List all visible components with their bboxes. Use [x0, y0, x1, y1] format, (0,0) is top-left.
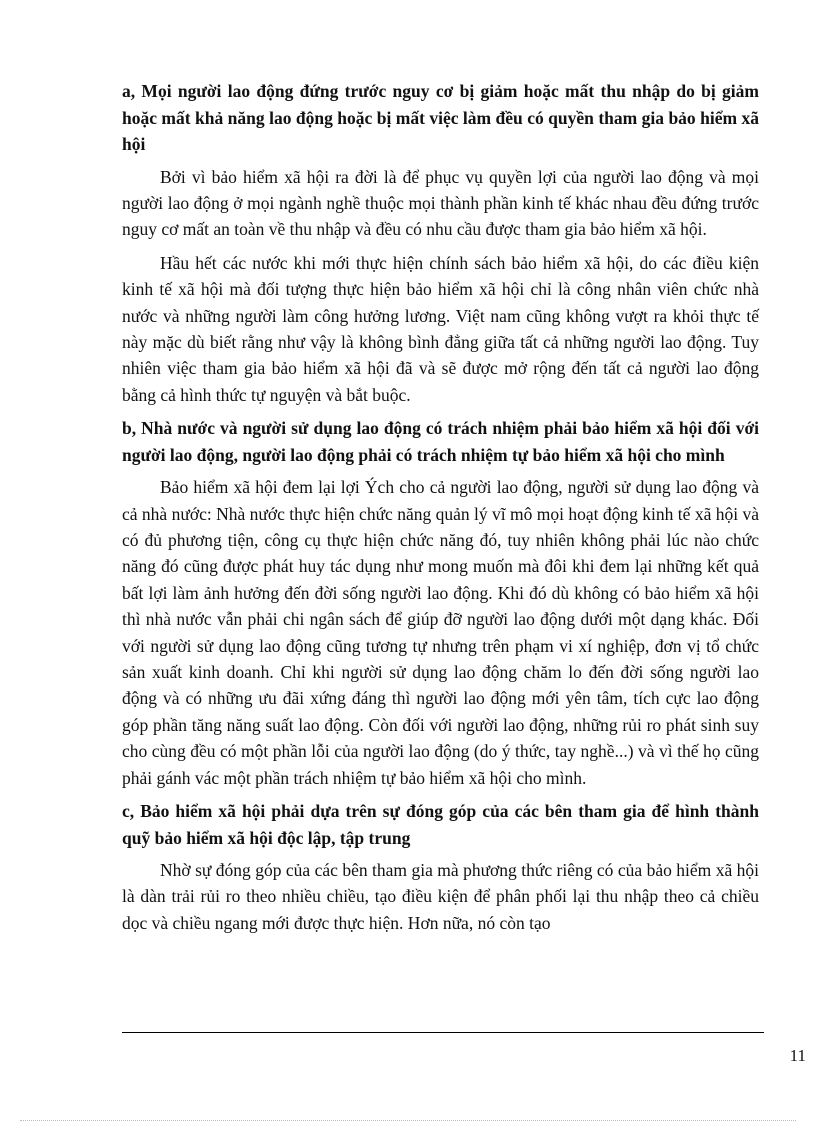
footer-rule	[122, 1032, 764, 1033]
section-heading: b, Nhà nước và người sử dụng lao động có trách nhiệm phải bảo hiểm xã hội đối với người lao động, người lao động phải có trách nhiệm tự bảo hiểm xã hội cho mình	[122, 418, 759, 465]
section-heading: c, Bảo hiểm xã hội phải dựa trên sự đóng góp của các bên tham gia để hình thành quỹ bảo hiểm xã hội độc lập, tập trung	[122, 801, 759, 848]
body-paragraph: Bảo hiểm xã hội đem lại lợi Ých cho cả người lao động, người sử dụng lao động và cả nhà nước: Nhà nước thực hiện chức năng quản lý vĩ mô mọi hoạt động kinh tế xã hội và có đủ phương tiện, công cụ thực hiện chức năng đó, tuy nhiên không phải lúc nào chức năng đó cũng được phát huy tác dụng như mong muốn mà đôi khi đem lại những kết quả bất lợi làm ảnh hưởng đến đời sống người lao động. Khi đó dù không có bảo hiểm xã hội thì nhà nước vẫn phải chi ngân sách để giúp đỡ người lao động dưới một dạng khác. Đối với người sử dụng lao động cũng tương tự nhưng trên phạm vi xí nghiệp, đơn vị tổ chức sản xuất kinh doanh. Chỉ khi người sử dụng lao động chăm lo đến đời sống người lao động và có những ưu đãi xứng đáng thì người lao động mới yên tâm, tích cực lao động góp phần tăng năng suất lao động. Còn đối với người lao động, những rủi ro phát sinh suy cho cùng đều có một phần lỗi của người lao động (do ý thức, tay nghề...) và vì thế họ cũng phải gánh vác một phần trách nhiệm tự bảo hiểm xã hội cho mình.	[122, 477, 759, 788]
document-body	[122, 78, 759, 943]
section-heading: a, Mọi người lao động đứng trước nguy cơ bị giảm hoặc mất thu nhập do bị giảm hoặc mất khả năng lao động hoặc bị mất việc làm đều có quyền tham gia bảo hiểm xã hội	[122, 81, 759, 154]
body-paragraph: Hầu hết các nước khi mới thực hiện chính sách bảo hiểm xã hội, do các điều kiện kinh tế xã hội mà đối tượng thực hiện bảo hiểm xã hội chỉ là công nhân viên chức nhà nước và những người làm công hưởng lương. Việt nam cũng không vượt ra khỏi thực tế này mặc dù biết rằng như vậy là không bình đẳng giữa tất cả những người lao động. Tuy nhiên việc tham gia bảo hiểm xã hội đã và sẽ được mở rộng đến tất cả người lao động bằng cả hình thức tự nguyện và bắt buộc.	[122, 252, 759, 405]
section-c	[122, 798, 759, 936]
section-a	[122, 78, 759, 408]
body-paragraph: Nhờ sự đóng góp của các bên tham gia mà phương thức riêng có của bảo hiểm xã hội là dàn trải rủi ro theo nhiều chiều, tạo điều kiện để phân phối lại thu nhập theo cả chiều dọc và chiều ngang mới được thực hiện. Hơn nữa, nó còn tạo	[122, 860, 759, 933]
page-bottom-divider	[20, 1120, 796, 1121]
page-number: 11	[789, 1046, 806, 1065]
body-paragraph: Bởi vì bảo hiểm xã hội ra đời là để phục vụ quyền lợi của người lao động và mọi người lao động ở mọi ngành nghề thuộc mọi thành phần kinh tế khác nhau đều đứng trước nguy cơ mất an toàn về thu nhập và đều có nhu cầu được tham gia bảo hiểm xã hội.	[122, 166, 759, 240]
section-b	[122, 415, 759, 791]
